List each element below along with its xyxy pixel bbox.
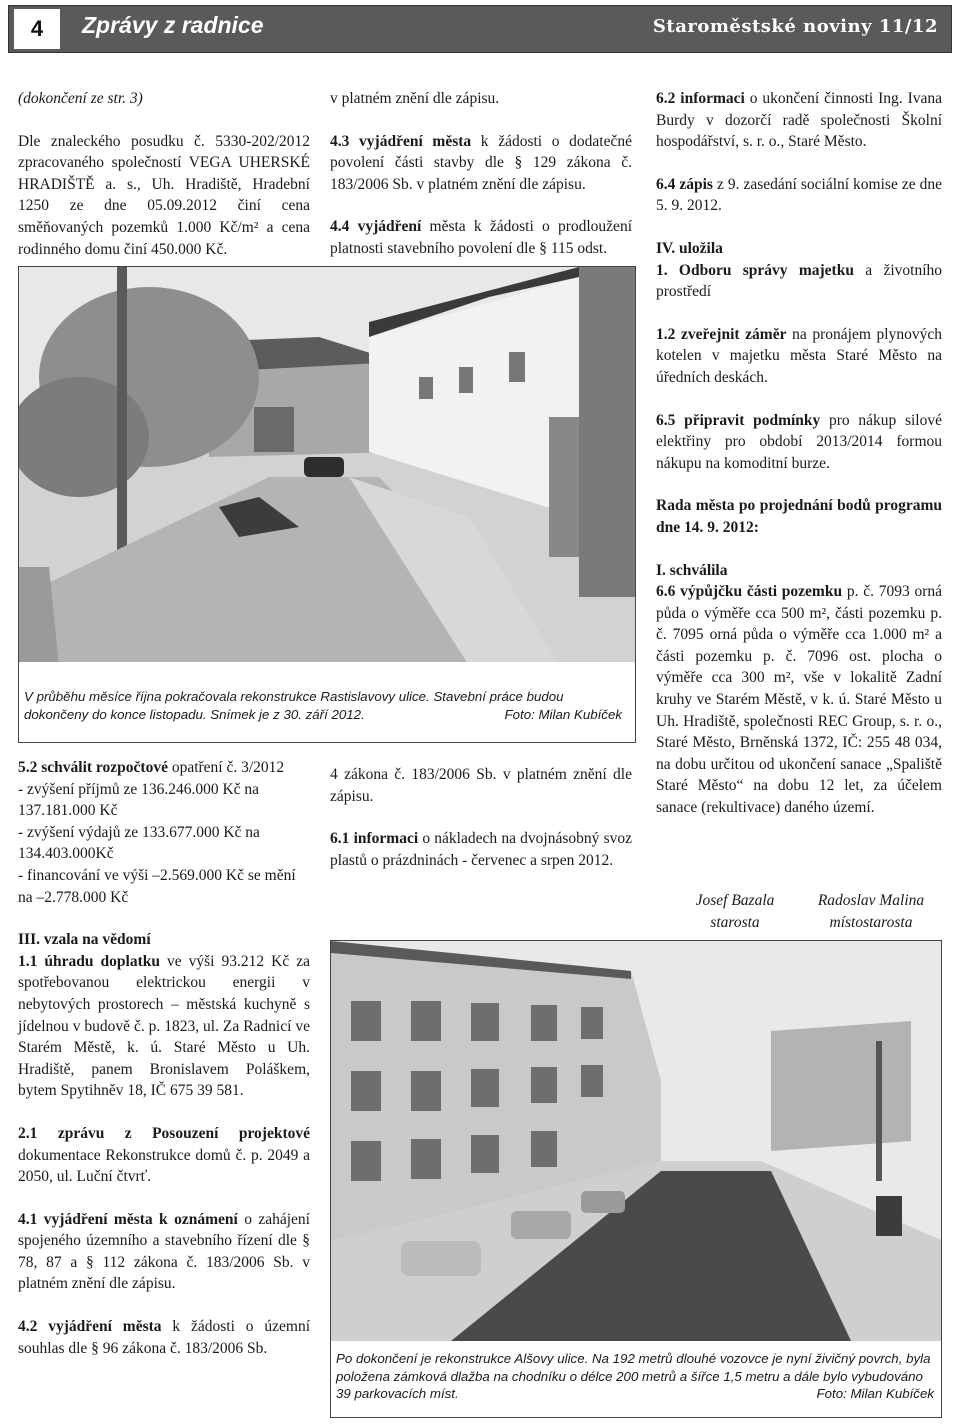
article-paragraph: 4 zákona č. 183/2006 Sb. v platném znění dle zápisu. (330, 766, 632, 805)
article-paragraph: 4.3 vyjádření města k žádosti o dodatečné povolení části stavby dle § 129 zákona č. 183/2006 Sb. v platném znění dle zápisu. (330, 132, 632, 193)
photo1-caption: V průběhu měsíce října pokračovala rekonstrukce Rastislavovy ulice. Stavební práce budou dokončeny do konce listopadu. Snímek je z 30. září 2012. Foto: Milan Kubíček (24, 689, 622, 722)
column1-bottom (18, 757, 310, 1380)
signature-deputy: Radoslav Malina místostarosta (817, 892, 925, 931)
article-paragraph: 6.6 výpůjčku části pozemku p. č. 7093 orná půda o výměře cca 500 m², části pozemku p. č. 7095 orná půda o výměře cca 1.000 m² a části pozemku p. č. 7096 ost. plocha o výměře cca 300 m², vše v lokalitě Zadní kruhy ve Starém Městě, v k. ú. Staré Město u Uh. Hradiště, společnosti REC Group, s. r. o., Staré Město, Brněnská 1372, IČ: 255 48 034, na dobu určitou od ukončení sanace „Spaliště Staré Město“ na dobu 12 let, za účelem sanace (rekultivace) daného území. (656, 583, 943, 817)
column2-middle (330, 764, 632, 892)
photo2-caption: Po dokončení je rekonstrukce Alšovy ulice. Na 192 metrů dlouhé vozovce je nyní živičný povrch, byla položena zámková dlažba na chodníku o délce 200 metrů a šířce 1,5 metru a dále bylo vybudováno 39 parkovacích míst. Foto: Milan Kubíček (336, 1351, 934, 1402)
list-item: - zvýšení výdajů ze 133.677.000 Kč na 134.403.000Kč (18, 823, 260, 863)
photo2-credit: Foto: Milan Kubíček (816, 1386, 934, 1402)
article-paragraph: 1.2 zveřejnit záměr na pronájem plynových kotelen v majetku města Staré Město na úředních deskách. (656, 325, 942, 386)
column2-top (330, 88, 632, 281)
page-number: 4 (14, 9, 60, 49)
list-item: - zvýšení příjmů ze 136.246.000 Kč na 137.181.000 Kč (18, 780, 260, 820)
continued-note: (dokončení ze str. 3) (18, 90, 143, 107)
article-paragraph: 6.5 připravit podmínky pro nákup silové elektřiny pro období 2013/2014 formou nákupu na komoditní burze. (656, 411, 942, 472)
article-paragraph: 1. Odboru správy majetku a životního prostředí (656, 261, 942, 301)
column3 (656, 88, 942, 840)
photo1-credit: Foto: Milan Kubíček (504, 706, 622, 722)
photo-rastislavova-street (18, 266, 636, 743)
article-paragraph: 4.4 vyjádření města k žádosti o prodloužení platnosti stavebního povolení dle § 115 odst. (330, 218, 632, 257)
article-paragraph: 4.2 vyjádření města k žádosti o územní souhlas dle § 96 zákona č. 183/2006 Sb. (18, 1318, 311, 1357)
article-paragraph: 6.4 zápis z 9. zasedání sociální komise ze dne 5. 9. 2012. (656, 175, 942, 215)
article-paragraph: 4.1 vyjádření města k oznámení o zahájení spojeného územního a stavebního řízení dle § 78, 87 a § 112 zákona č. 183/2006 Sb. v platném znění dle zápisu. (18, 1210, 310, 1293)
council-heading: Rada města po projednání bodů programu dne 14. 9. 2012: (656, 497, 942, 536)
street-photo-image (331, 941, 942, 1418)
column1-top (18, 88, 310, 281)
article-paragraph: 6.2 informaci o ukončení činnosti Ing. Ivana Burdy v dozorčí radě společnosti Školní hospodářství, s. r. o., Staré Město. (656, 90, 942, 151)
list-item: - financování ve výši –2.569.000 Kč se mění na –2.778.000 Kč (18, 866, 296, 906)
photo-alsova-street (330, 940, 942, 1418)
street-photo-image (19, 267, 636, 743)
article-paragraph: 1.1 úhradu doplatku ve výši 93.212 Kč za spotřebovanou elektrickou energii v nebytových prostorech – městská kuchyně s jídelnou v budově č. p. 1823, ul. Za Radnicí ve Starém Městě, k. ú. Staré Město u Uh. Hradiště, panem Bronislavem Poláškem, bytem Spytihněv 18, IČ 675 39 581. (18, 952, 310, 1100)
signature-mayor: Josef Bazala starosta (695, 892, 775, 931)
section-heading: III. vzala na vědomí (18, 931, 151, 949)
article-paragraph: 6.1 informaci o nákladech na dvojnásobný svoz plastů o prázdninách - červenec a srpen 2012. (330, 830, 632, 869)
article-paragraph: 2.1 zprávu z Posouzení projektové dokumentace Rekonstrukce domů č. p. 2049 a 2050, ul. Luční čtvrť. (18, 1124, 310, 1186)
section-heading: I. schválila (656, 561, 728, 579)
article-paragraph: v platném znění dle zápisu. (330, 90, 500, 107)
newspaper-title: Staroměstské noviny 11/12 (652, 16, 938, 37)
article-paragraph: Dle znaleckého posudku č. 5330-202/2012 zpracovaného společností VEGA UHERSKÉ HRADIŠTĚ a. s., Uh. Hradiště, Hradební 1250 ze dne 05.09.2012 činí cena směňovaných pozemků 1.000 Kč/m² a cena rodinného domu činí 450.000 Kč. (18, 132, 310, 258)
section-title: Zprávy z radnice (82, 12, 264, 38)
section-heading: IV. uložila (656, 239, 723, 257)
article-paragraph: 5.2 schválit rozpočtové opatření č. 3/2012 (18, 759, 285, 776)
